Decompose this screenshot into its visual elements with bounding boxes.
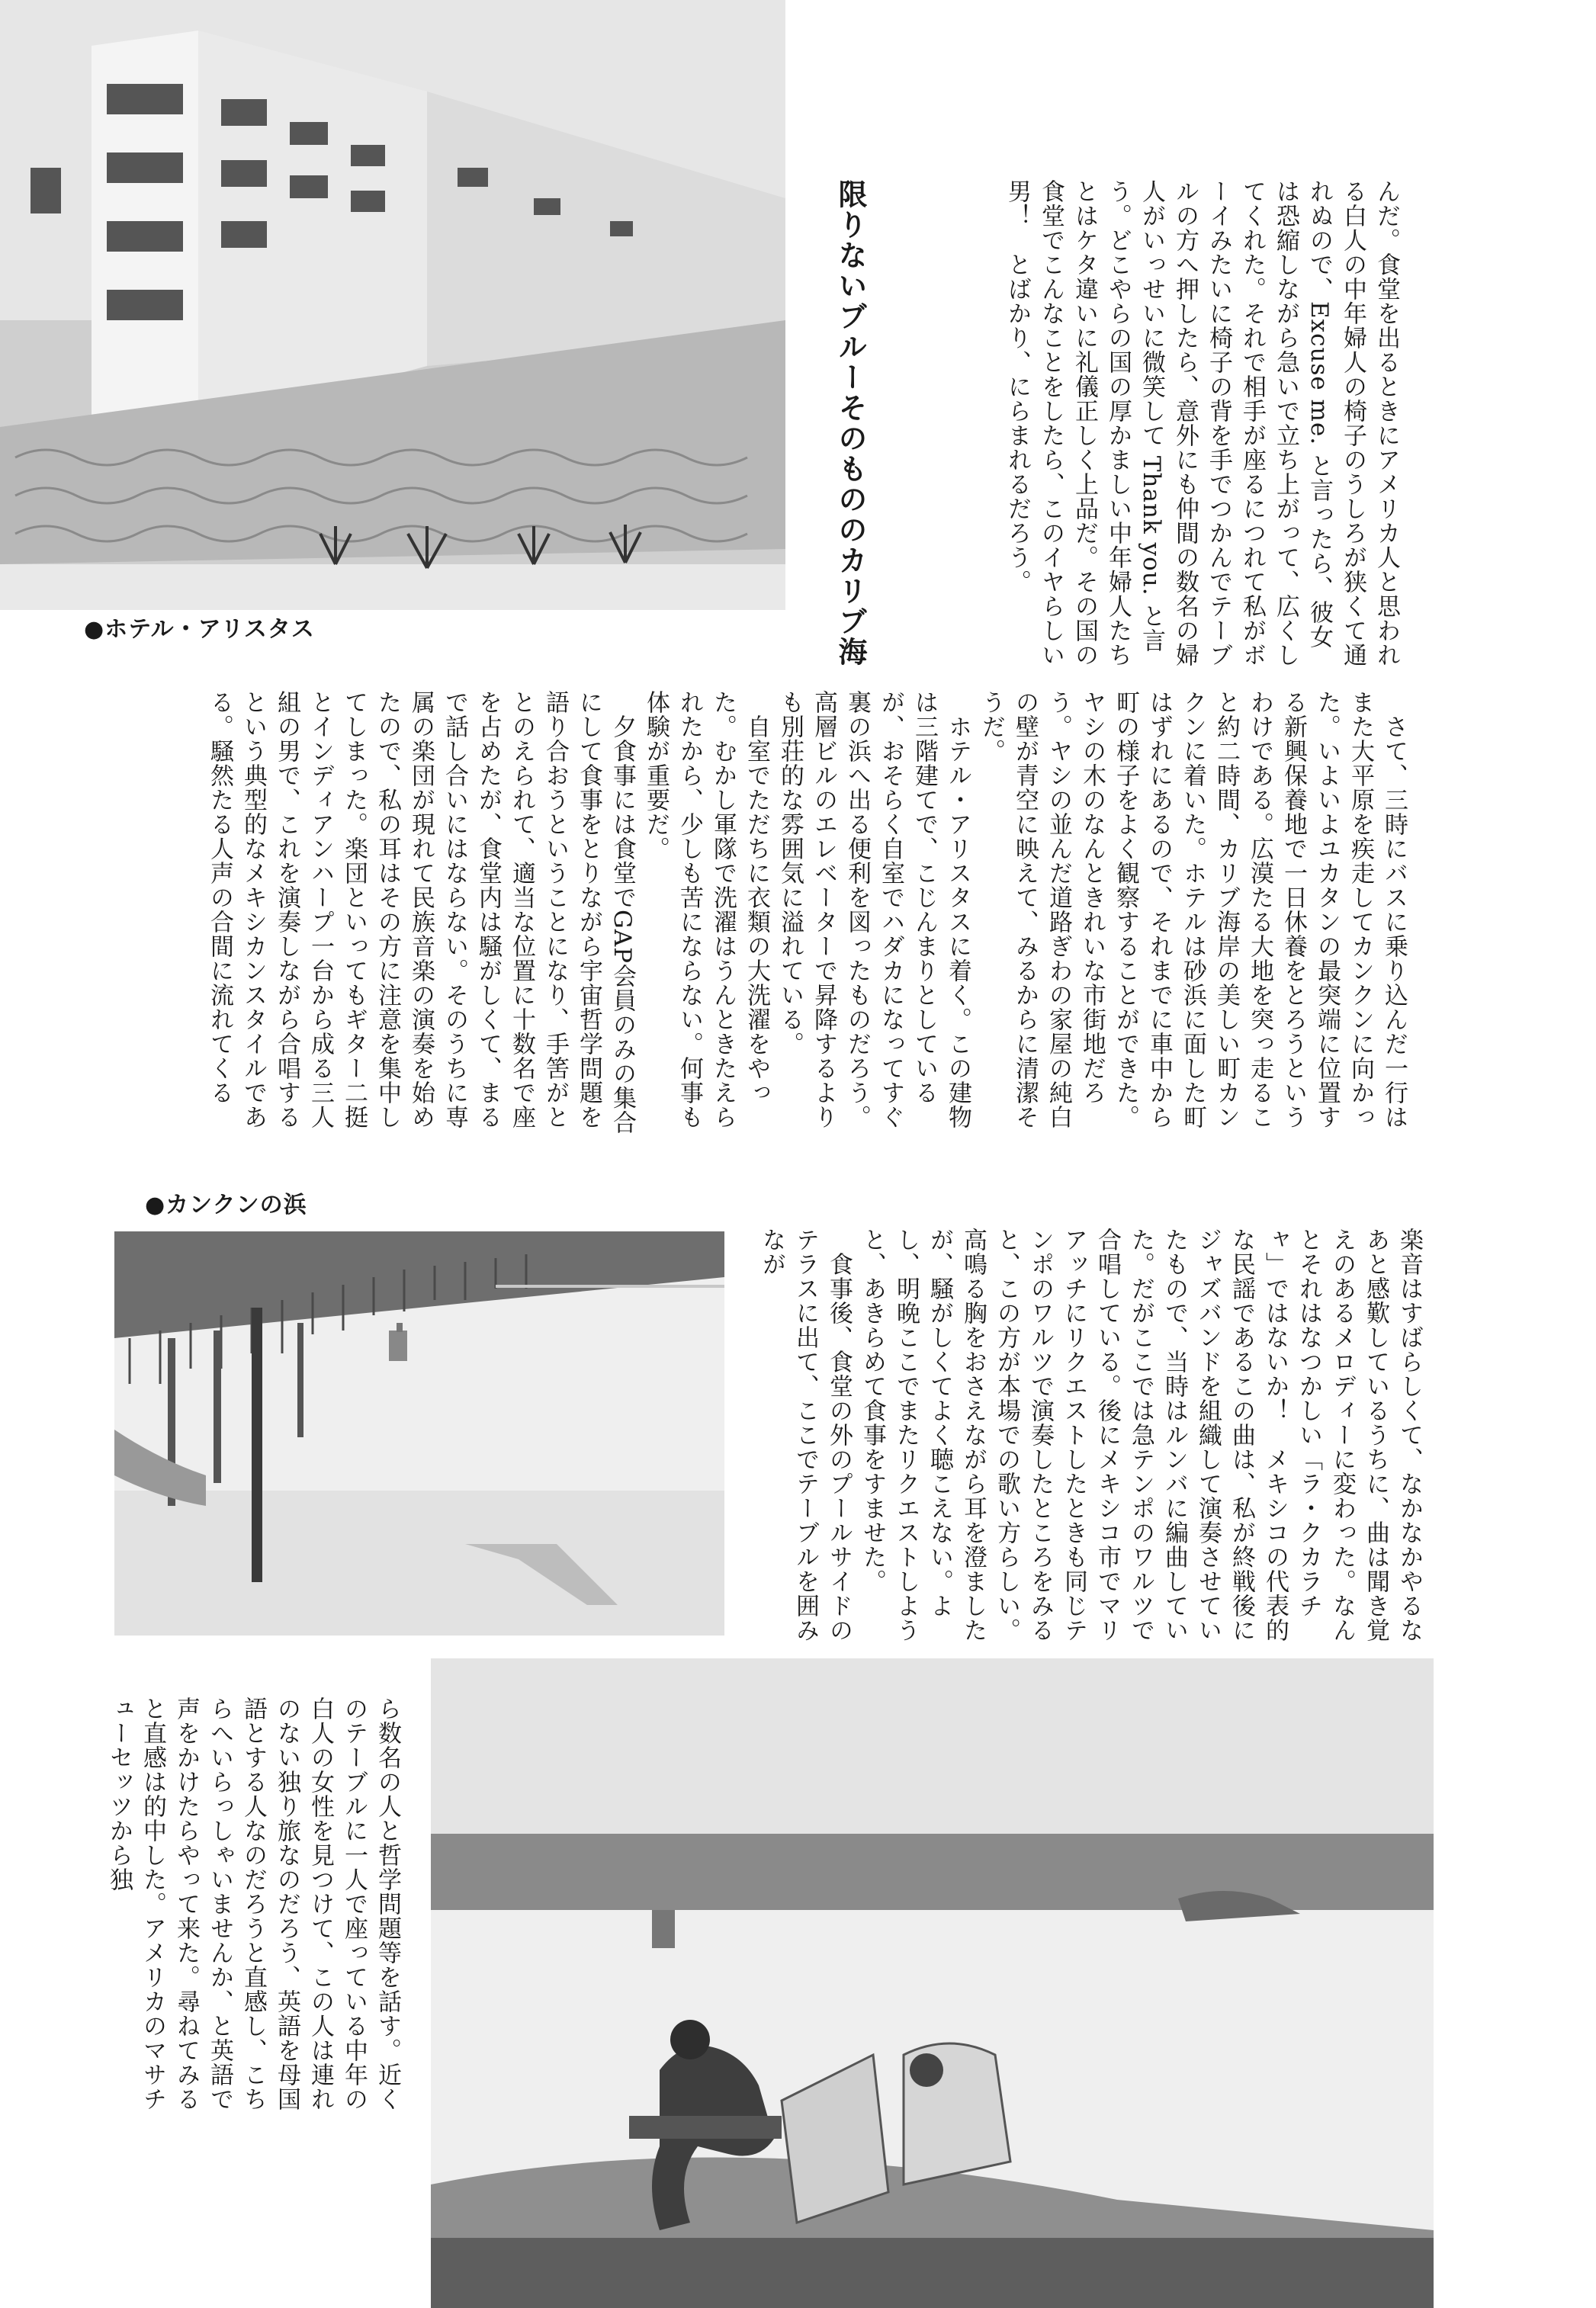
- cancun-beach-photo: [114, 1231, 724, 1636]
- body-text-bottom-left: ら数名の人と哲学問題等を話す。近くのテーブルに一人で座っている中年の白人の女性を見つけて、この人は連れのない独り旅なのだろう、英語を母国語とする人なのだろうと直感し、こちらへいらっしゃいませんか、と英語で声をかけたらやって来た。尋ねてみると直感は的中した。アメリカのマサチューセッツから独: [105, 1696, 401, 2111]
- section-heading: 限りないブルーそのもののカリブ海: [833, 179, 867, 667]
- hotel-photo-caption: ●ホテル・アリスタス: [84, 616, 315, 643]
- body-text-top-right: んだ。食堂を出るときにアメリカ人と思われる白人の中年婦人の椅子のうしろが狭くて通れぬので、Excuse me. と言ったら、彼女は恐縮しながら急いで立ち上がって、広くしてくれた。それで相手が座るにつれて私がボーイみたいに椅子の背を手でつかんでテーブルの方へ押したら、意外にも仲間の数名の婦人がいっせいに微笑して Thank you. と言う。どこやらの国の厚かましい中年婦人たちとはケタ違いに礼儀正しく上品だ。その国の食堂でこんなことをしたら、このイヤらしい男！ とばかり、にらまれるだろう。: [1004, 179, 1400, 667]
- cancun-photo-caption: ●カンクンの浜: [145, 1192, 307, 1218]
- beach-chairs-photo: [431, 1658, 1434, 2308]
- body-text-middle: さて、三時にバスに乗り込んだ一行はまた大平原を疾走してカンクンに向かった。いよいよユカタンの最突端に位置する新興保養地で一日休養をとろうというわけである。広漠たる大地を突っ走ること約二時間、カリブ海岸の美しい町カンクンに着いた。ホテルは砂浜に面した町はずれにあるので、それまでに車中から町の様子をよく観察することができた。ヤシの木のなんときれいな市街地だろう。ヤシの並んだ道路ぎわの家屋の純白の壁が青空に映えて、みるからに清潔そうだ。 ホテル・アリスタスに着く。この建物は三階建てで、こじんまりとしているが、おそらく自室でハダカになってすぐ裏の浜へ出る便利を図ったものだろう。高層ビルのエレベーターで昇降するよりも別荘的な雰囲気に溢れている。 自室でただちに衣類の大洗濯をやった。むかし軍隊で洗濯はうんときたえられたから、少しも苦にならない。何事も体験が重要だ。 夕食事には食堂でGAP会員のみの集合にして食事をとりながら宇宙哲学問題を語り合おうということになり、手筈がととのえられて、適当な位置に十数名で座を占めたが、食堂内は騒がしくて、まるで話し合いにはならない。そのうちに専属の楽団が現れて民族音楽の演奏を始めたので、私の耳はその方に注意を集中してしまった。楽団といってもギター二挺とインディアンハープ一台から成る三人組の男で、これを演奏しながら合唱するという典型的なメキシカンスタイルである。騒然たる人声の合間に流れてくる: [206, 690, 1408, 1135]
- body-text-lower-right: 楽音はすばらしくて、なかなかやるなあと感歎しているうちに、曲は聞き覚えのあるメロディーに変わった。なんとそれはなつかしい「ラ・クカラチャ」ではないか！ メキシコの代表的な民謡であるこの曲は、私が終戦後にジャズバンドを組織して演奏させていたもので、当時はルンバに編曲していた。だがここでは急テンポのワルツで合唱している。後にメキシコ市でマリアッチにリクエストしたときも同じテンポのワルツで演奏したところをみると、この方が本場での歌い方らしい。高鳴る胸をおさえながら耳を澄ましたが、騒がしくてよく聴こえない。よし、明晩ここでまたリクエストしようと、あきらめて食事をすませた。 食事後、食堂の外のプールサイドのテラスに出て、ここでテーブルを囲みなが: [758, 1228, 1423, 1642]
- hotel-photo: [0, 0, 785, 610]
